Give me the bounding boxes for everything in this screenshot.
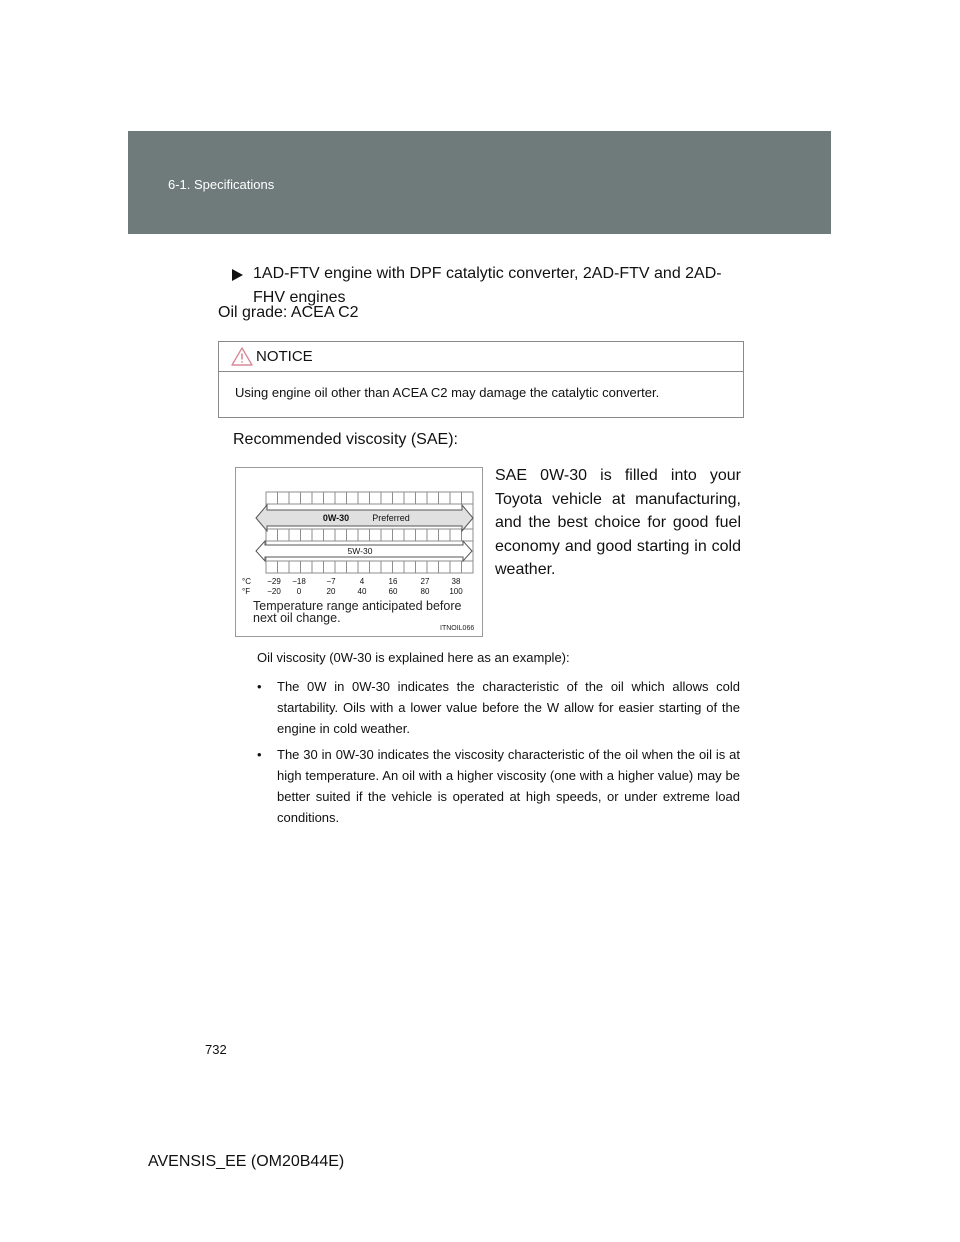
header-band bbox=[128, 131, 831, 234]
oil-grade: Oil grade: ACEA C2 bbox=[218, 304, 359, 321]
celsius-tick-label: 4 bbox=[359, 577, 365, 586]
celsius-tick-label: −18 bbox=[292, 577, 306, 586]
engine-heading bbox=[232, 262, 747, 310]
engine-heading-text: 1AD-FTV engine with DPF catalytic converter, 2AD-FTV and 2AD-FHV engines bbox=[253, 265, 722, 306]
fahrenheit-tick-label: 40 bbox=[357, 587, 367, 596]
fahrenheit-ticks bbox=[267, 587, 463, 596]
celsius-tick-label: 38 bbox=[451, 577, 461, 586]
celsius-tick-label: −7 bbox=[326, 577, 336, 586]
viscosity-figure bbox=[235, 467, 483, 637]
fahrenheit-tick-label: 20 bbox=[326, 587, 336, 596]
band-0w30-tag: Preferred bbox=[372, 513, 410, 523]
viscosity-bullets bbox=[257, 676, 740, 832]
fahrenheit-unit: °F bbox=[242, 587, 251, 596]
bullet-dot-icon: • bbox=[257, 679, 262, 694]
band-0w30-arrow bbox=[256, 505, 473, 531]
viscosity-chart bbox=[236, 468, 482, 598]
celsius-tick-label: 27 bbox=[420, 577, 430, 586]
list-item bbox=[257, 744, 740, 829]
list-item bbox=[257, 676, 740, 740]
celsius-tick-label: −29 bbox=[267, 577, 281, 586]
notice-title: NOTICE bbox=[256, 348, 313, 365]
page-number: 732 bbox=[205, 1042, 227, 1057]
fahrenheit-tick-label: 0 bbox=[296, 587, 302, 596]
notice-box bbox=[218, 341, 744, 418]
figure-caption: Temperature range anticipated before next oil change. bbox=[253, 599, 462, 625]
oil-viscosity-note-title: Oil viscosity (0W-30 is explained here as an example): bbox=[257, 650, 570, 665]
bullet-dot-icon: • bbox=[257, 746, 262, 762]
triangle-bullet-icon bbox=[232, 269, 243, 281]
sae-description: SAE 0W-30 is filled into your Toyota vehicle at manufacturing, and the best choice for good fuel economy and good starting in cold weather. bbox=[495, 467, 741, 578]
celsius-tick-label: 16 bbox=[388, 577, 398, 586]
bullet-text: The 0W in 0W-30 indicates the characteristic of the oil which allows cold startability. Oils with a lower value before the W allow for easier starting of the engine in cold weather. bbox=[277, 679, 740, 737]
band-0w30-label: 0W-30 bbox=[322, 513, 350, 523]
celsius-unit: °C bbox=[242, 577, 251, 586]
fahrenheit-tick-label: 80 bbox=[420, 587, 430, 596]
warning-triangle-icon bbox=[231, 347, 253, 366]
recommended-viscosity-label: Recommended viscosity (SAE): bbox=[233, 431, 458, 448]
notice-header bbox=[219, 342, 743, 372]
chart-grid bbox=[266, 492, 473, 573]
celsius-ticks bbox=[267, 577, 461, 586]
footer-model: AVENSIS_EE (OM20B44E) bbox=[148, 1153, 345, 1170]
section-label: 6-1. Specifications bbox=[168, 177, 275, 192]
notice-text: Using engine oil other than ACEA C2 may damage the catalytic converter. bbox=[235, 385, 660, 400]
fahrenheit-tick-label: −20 bbox=[267, 587, 281, 596]
fahrenheit-tick-label: 100 bbox=[449, 587, 463, 596]
band-5w30-label: 5W-30 bbox=[347, 546, 373, 556]
fahrenheit-tick-label: 60 bbox=[388, 587, 398, 596]
bullet-text: The 30 in 0W-30 indicates the viscosity characteristic of the oil when the oil is at high temperature. An oil with a higher viscosity (one with a higher value) may be better suited if the vehicle is operated at high speeds, or under extreme load conditions. bbox=[277, 746, 740, 826]
figure-id: ITNOIL066 bbox=[440, 625, 475, 632]
